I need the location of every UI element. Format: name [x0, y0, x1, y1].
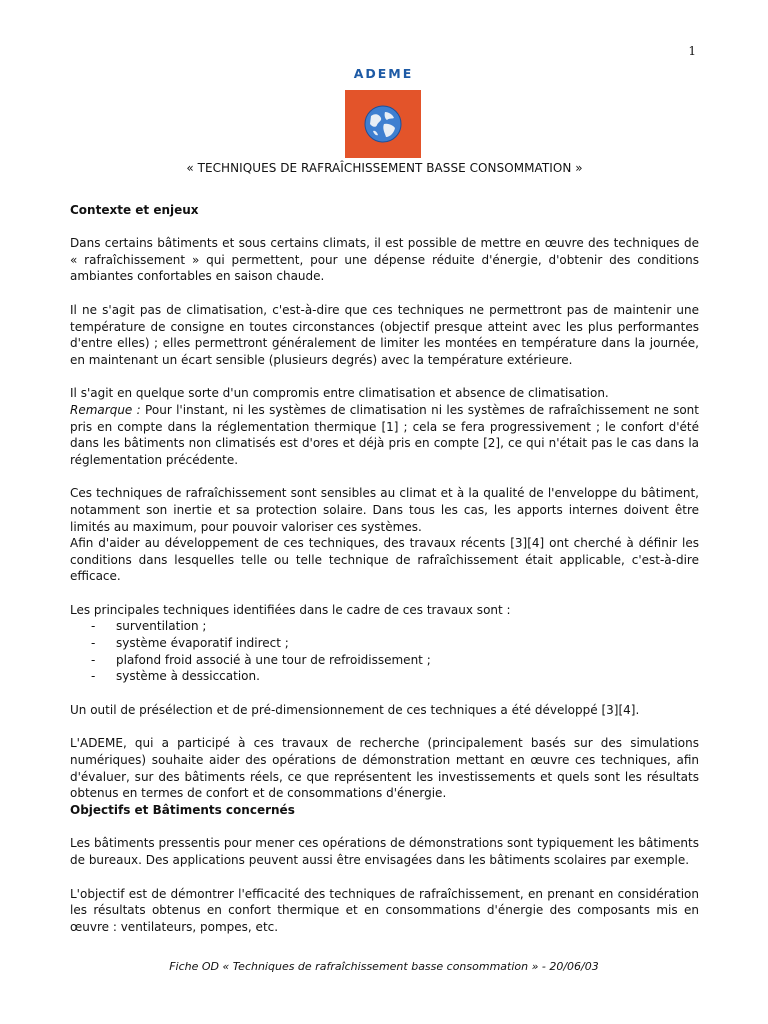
list-item: - système évaporatif indirect ; — [91, 636, 289, 651]
list-item: - plafond froid associé à une tour de refroidissement ; — [91, 652, 431, 667]
paragraph: Il s'agit en quelque sorte d'un compromis entre climatisation et absence de climatisation. — [70, 386, 609, 401]
paragraph: Il ne s'agit pas de climatisation, c'est-à-dire que ces techniques ne permettront pas de maintenir une température de consigne en toutes circonstances (objectif presque atteint avec les plus performantes d'entre elles) ; elles permettront généralement de limiter les montées en température dans la journée, en maintenant un écart sensible (plusieurs degrés) avec la température extérieure. — [70, 302, 699, 367]
logo-text: ADEME — [353, 66, 414, 81]
page-number: 1 — [688, 44, 696, 58]
paragraph: L'objectif est de démontrer l'efficacité des techniques de rafraîchissement, en prenant en considération les résultats obtenus en confort thermique et en consommations d'énergie des composants mis en œuvre : ventilateurs, pompes, etc. — [70, 886, 699, 934]
techniques-list — [70, 618, 699, 684]
remark-label: Remarque : — [70, 402, 141, 417]
page-footer: Fiche OD « Techniques de rafraîchissement basse consommation » - 20/06/03 — [169, 960, 599, 973]
paragraph: Ces techniques de rafraîchissement sont sensibles au climat et à la qualité de l'enveloppe du bâtiment, notamment son inertie et sa protection solaire. Dans tous les cas, les apports internes doivent être limités au maximum, pour pouvoir valoriser ces systèmes. — [70, 486, 699, 534]
globe-icon — [363, 104, 403, 144]
paragraph: Les bâtiments pressentis pour mener ces opérations de démonstrations sont typiquement les bâtiments de bureaux. Des applications peuvent aussi être envisagées dans les bâtiments scolaires par exemple. — [70, 836, 699, 867]
paragraph: Afin d'aider au développement de ces techniques, des travaux récents [3][4] ont cherché à définir les conditions dans lesquelles telle ou telle technique de rafraîchissement était applicable, c'est-à-dire efficace. — [70, 536, 699, 584]
list-item: - surventilation ; — [91, 619, 207, 634]
paragraph: Les principales techniques identifiées dans le cadre de ces travaux sont : — [70, 602, 511, 617]
document-title: « TECHNIQUES DE RAFRAÎCHISSEMENT BASSE CONSOMMATION » — [186, 161, 583, 175]
remark-text: Pour l'instant, ni les systèmes de climatisation ni les systèmes de rafraîchissement ne sont pris en compte dans la réglementation thermique [1] ; cela se fera progressivement ; le confort d'été dans les bâtiments non climatisés est d'ores et déjà pris en compte [2], ce qui n'était pas le cas dans la réglementation précédente. — [70, 402, 699, 467]
paragraph: Dans certains bâtiments et sous certains climats, il est possible de mettre en œuvre des techniques de « rafraîchissement » qui permettent, pour une dépense réduite d'énergie, d'obtenir des conditions ambiantes confortables en saison chaude. — [70, 236, 699, 284]
logo-box — [345, 90, 421, 158]
document-body — [70, 160, 699, 935]
remark-paragraph — [70, 402, 699, 468]
paragraph: L'ADEME, qui a participé à ces travaux de recherche (principalement basés sur des simulations numériques) souhaite aider des opérations de démonstration mettant en œuvre ces techniques, afin d'évaluer, sur des bâtiments réels, ce que représentent les investissements et quels sont les résultats obtenus en termes de confort et de consommations d'énergie. — [70, 736, 699, 801]
paragraph: Un outil de présélection et de pré-dimensionnement de ces techniques a été développé [3][4]. — [70, 702, 640, 717]
ademe-logo — [345, 66, 421, 158]
section-heading-context: Contexte et enjeux — [70, 202, 199, 217]
list-item: - système à dessiccation. — [91, 669, 260, 684]
section-heading-objectives: Objectifs et Bâtiments concernés — [70, 802, 295, 817]
